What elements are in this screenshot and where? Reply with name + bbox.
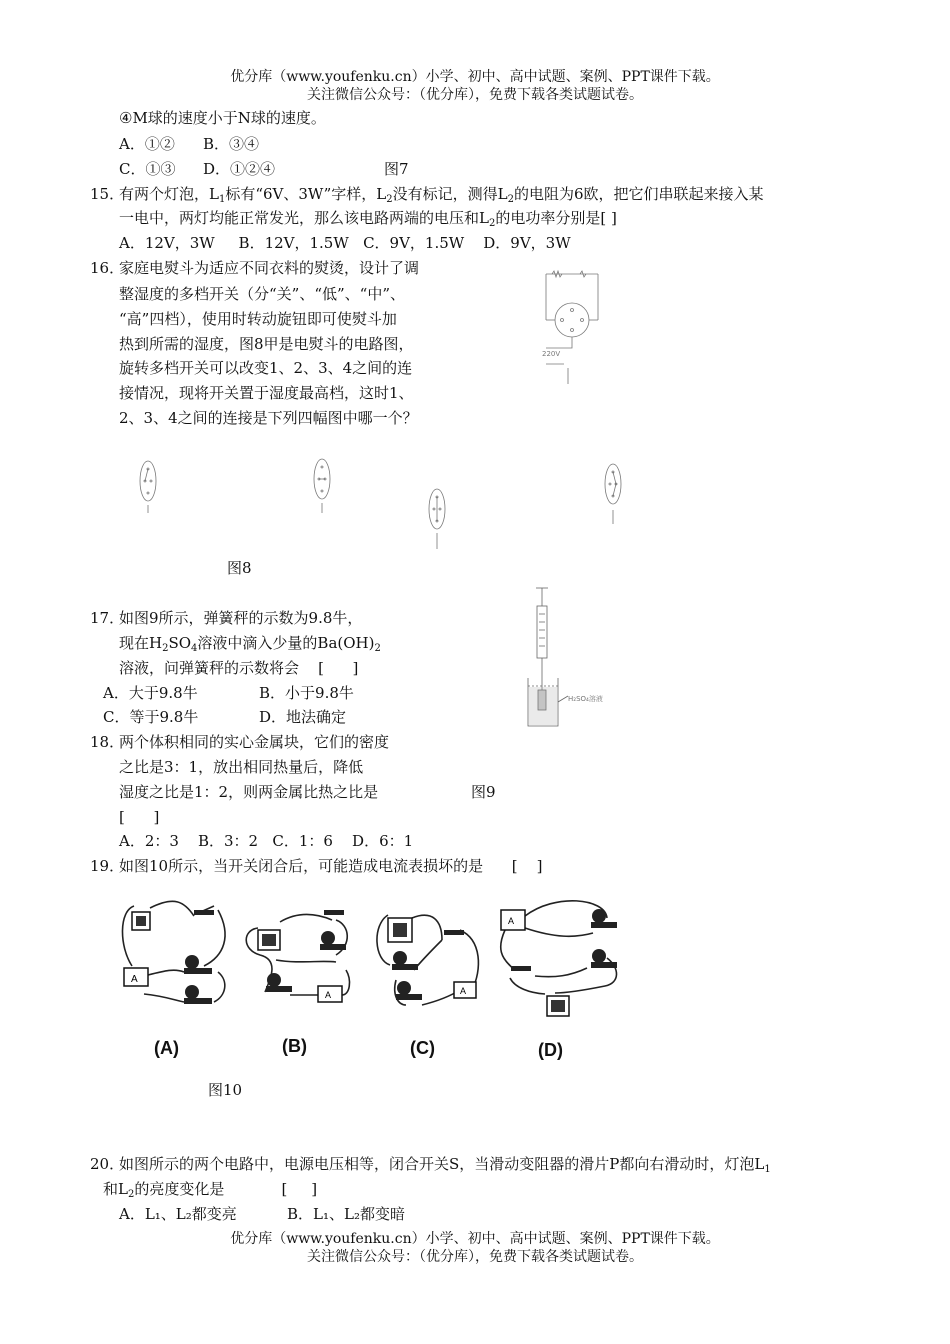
q20-line2: 和$L_2$的亮度变化是 [ ] bbox=[103, 1180, 318, 1200]
q16-line: 旋转多档开关可以改变1、2、3、4之间的连 bbox=[119, 359, 413, 377]
q19-number: 19． bbox=[90, 857, 125, 875]
q17-line3: 溶液，问弹簧秤的示数将会 [ ] bbox=[119, 659, 359, 677]
q17-line2: 现在$H_2SO_4$溶液中滴入少量的$Ba(OH)_2$ bbox=[119, 634, 381, 654]
q17-number: 17． bbox=[90, 609, 125, 627]
q14-item4: ④M球的速度小于N球的速度。 bbox=[119, 109, 326, 127]
figure8-circuit-diagram bbox=[538, 268, 608, 388]
q14-option-d: D．①②④ bbox=[203, 160, 276, 178]
q14-option-a: A．①② bbox=[119, 135, 175, 153]
q20-line1: 如图所示的两个电路中，电源电压相等，闭合开关S，当滑动变阻器的滑片P都向右滑动时，灯泡$L_1$ bbox=[119, 1155, 771, 1175]
q16-line: 家庭电熨斗为适应不同衣料的熨烫，设计了调 bbox=[119, 259, 420, 277]
q20-option-a: A．L₁、L₂都变亮 bbox=[119, 1205, 237, 1223]
figure8-caption: 图8 bbox=[227, 559, 252, 577]
figure10-caption-d: (D) bbox=[538, 1040, 563, 1060]
q18-line2: 之比是3：1，放出相同热量后，降低 bbox=[119, 758, 364, 776]
figure10-circuit-c bbox=[372, 900, 492, 1030]
q18-bracket: [ ] bbox=[119, 808, 160, 826]
figure10-caption-c: (C) bbox=[410, 1038, 435, 1058]
q18-number: 18． bbox=[90, 733, 125, 751]
q17-option-b: B．小于9.8牛 bbox=[259, 684, 354, 702]
q15-line2: 一电中，两灯均能正常发光，那么该电路两端的电压和$L_2$的电功率分别是[ ] bbox=[119, 209, 617, 229]
figure8-option-d-dial bbox=[601, 458, 625, 528]
q14-option-b: B．③④ bbox=[203, 135, 260, 153]
q16-line: “高”四档），使用时转动旋钮即可使熨斗加 bbox=[119, 310, 397, 328]
ammeter-c-label: A bbox=[460, 986, 467, 996]
figure9-caption: 图9 bbox=[471, 783, 496, 801]
ammeter-d-label: A bbox=[508, 916, 515, 926]
q18-line1: 两个体积相同的实心金属块，它们的密度 bbox=[119, 733, 390, 751]
q16-line: 接情况，现将开关置于湿度最高档，这时1、 bbox=[119, 384, 414, 402]
q17-option-c: C．等于9.8牛 bbox=[103, 708, 199, 726]
figure10-circuit-d bbox=[495, 898, 630, 1023]
figure10-caption: 图10 bbox=[208, 1081, 243, 1099]
footer-line1: 优分库（www.youfenku.cn）小学、初中、高中试题、案例、PPT课件下载。 bbox=[230, 1231, 720, 1247]
q16-line: 整湿度的多档开关（分“关”、“低”、“中”、 bbox=[119, 285, 406, 303]
q16-line: 2、3、4之间的连接是下列四幅图中哪一个？ bbox=[119, 409, 418, 427]
ammeter-a-label: A bbox=[131, 974, 138, 985]
q20-number: 20． bbox=[90, 1155, 125, 1173]
q18-line3: 湿度之比是1：2，则两金属比热之比是 bbox=[119, 783, 379, 801]
q18-options: A．2：3 B．3：2 C．1：6 D．6：1 bbox=[119, 832, 414, 850]
header-line2: 关注微信公众号：（优分库），免费下载各类试题试卷。 bbox=[307, 87, 643, 103]
q15-line1: 有两个灯泡，$L_1$标有“6V、3W”字样，$L_2$没有标记，测得$L_2$的电阻为6欧，把它们串联起来接入某 bbox=[119, 185, 764, 205]
figure8-option-c-dial bbox=[425, 483, 449, 553]
q16-number: 16． bbox=[90, 259, 125, 277]
q20-option-b: B．L₁、L₂都变暗 bbox=[287, 1205, 405, 1223]
figure10-caption-a: (A) bbox=[154, 1038, 179, 1058]
figure10-caption-b: (B) bbox=[282, 1036, 307, 1056]
figure10-circuit-a bbox=[114, 896, 234, 1016]
q17-option-d: D．地法确定 bbox=[259, 708, 347, 726]
figure7-caption: 图7 bbox=[384, 160, 409, 178]
figure8-option-a-dial bbox=[136, 455, 160, 517]
q17-option-a: A．大于9.8牛 bbox=[103, 684, 198, 702]
footer-line2: 关注微信公众号：（优分库），免费下载各类试题试卷。 bbox=[307, 1249, 643, 1265]
q14-option-c: C．①③ bbox=[119, 160, 176, 178]
q15-options: A．12V，3W B．12V，1.5W C．9V，1.5W D．9V，3W bbox=[119, 234, 571, 252]
voltage-label: 220V bbox=[542, 350, 561, 358]
q15-number: 15． bbox=[90, 185, 125, 203]
figure8-option-b-dial bbox=[310, 453, 334, 519]
beaker-label: H₂SO₄溶液 bbox=[568, 695, 603, 703]
q19-text: 如图10所示，当开关闭合后，可能造成电流表损坏的是 [ ] bbox=[119, 857, 543, 875]
ammeter-b-label: A bbox=[325, 990, 332, 1000]
figure10-circuit-b bbox=[240, 900, 360, 1010]
header-line1: 优分库（www.youfenku.cn）小学、初中、高中试题、案例、PPT课件下载。 bbox=[230, 69, 720, 85]
q17-line1: 如图9所示，弹簧秤的示数为9.8牛， bbox=[119, 609, 363, 627]
figure9-spring-balance-diagram bbox=[516, 586, 603, 736]
q16-line: 热到所需的湿度，图8甲是电熨斗的电路图， bbox=[119, 335, 414, 353]
